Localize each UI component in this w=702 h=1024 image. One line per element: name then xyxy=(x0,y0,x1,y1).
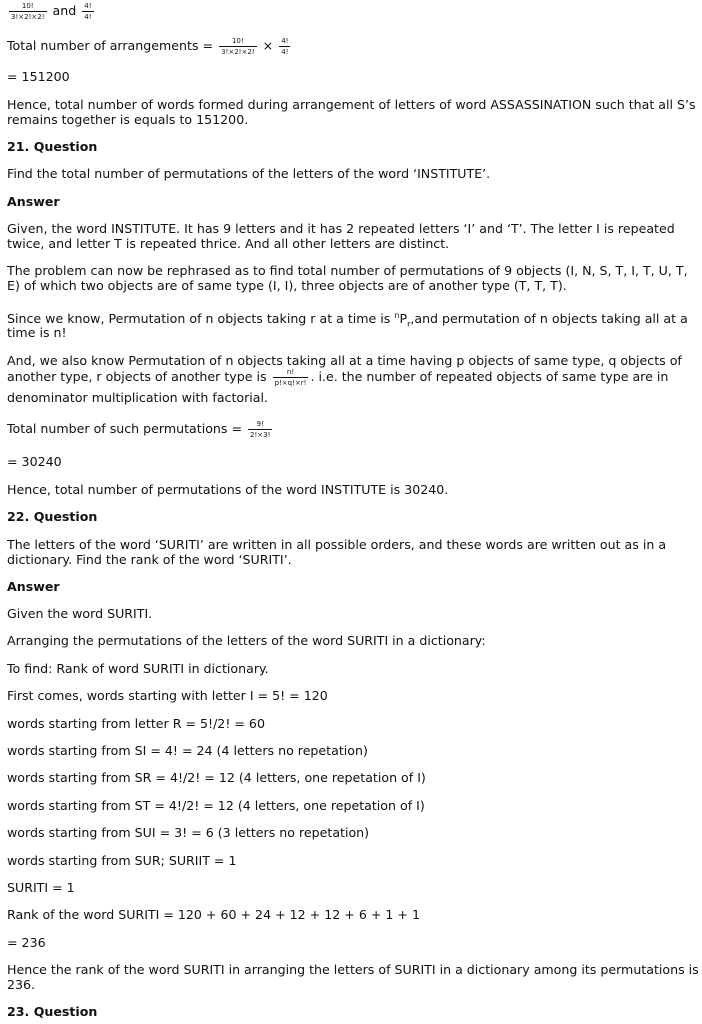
answer-line: Rank of the word SURITI = 120 + 60 + 24 + 12 + 12 + 6 + 1 + 1 xyxy=(7,907,420,922)
question-heading: 21. Question xyxy=(7,139,98,154)
answer-line: words starting from SR = 4!/2! = 12 (4 letters, one repetation of I) xyxy=(7,770,426,785)
paragraph-line: The problem can now be rephrased as to find total number of permutations of 9 objects (I, N, S, T, I, T, U, T, xyxy=(7,263,688,278)
paragraph-line: remains together is equals to 151200. xyxy=(7,112,249,127)
answer-line: Arranging the permutations of the letters of the word SURITI in a dictionary: xyxy=(7,633,486,648)
fraction: $\frac{n!}{p!\times q!\times r!}$ xyxy=(274,368,307,387)
answer-line: words starting from SI = 4! = 24 (4 letters no repetation) xyxy=(7,743,368,758)
answer-line: words starting from SUR; SURIIT = 1 xyxy=(7,853,237,868)
paragraph-line: denominator multiplication with factorial. xyxy=(7,390,269,405)
answer-line: words starting from SUI = 3! = 6 (3 letters no repetation) xyxy=(7,825,370,840)
question-text: The letters of the word ‘SURITI’ are written in all possible orders, and these words are written out as in a xyxy=(7,537,667,552)
paragraph-line: time is n! xyxy=(7,325,67,340)
paragraph-line: Hence, total number of words formed during arrangement of letters of word ASSASSINATION such that all S’s xyxy=(7,97,696,112)
paragraph-line: E) of which two objects are of same type (I, I), three objects are of another type (T, T, T). xyxy=(7,278,567,293)
answer-line: First comes, words starting with letter I = 5! = 120 xyxy=(7,688,328,703)
paragraph-line: Given, the word INSTITUTE. It has 9 letters and it has 2 repeated letters ‘I’ and ‘T’. The letter I is repeated xyxy=(7,221,675,236)
paragraph-line: 236. xyxy=(7,977,36,992)
question-text: dictionary. Find the rank of the word ‘SURITI’. xyxy=(7,552,292,567)
answer-line: = 236 xyxy=(7,935,46,950)
paragraph-line: Hence, total number of permutations of the word INSTITUTE is 30240. xyxy=(7,482,449,497)
top-fraction-line xyxy=(7,2,96,21)
fraction: $\frac{4!}{4!}$ xyxy=(281,37,289,56)
answer-line: SURITI = 1 xyxy=(7,880,75,895)
answer-heading: Answer xyxy=(7,194,60,209)
paragraph-line: Hence the rank of the word SURITI in arranging the letters of SURITI in a dictionary among its permutations is xyxy=(7,962,699,977)
total-permutations-line: Total number of such permutations = $\frac{9!}{2!\times 3!}$ xyxy=(7,420,271,439)
fraction: $\frac{4!}{4!}$ xyxy=(84,2,92,21)
result-line: = 151200 xyxy=(7,69,70,84)
fraction: $\frac{10!}{3!\times 2!\times 2!}$ xyxy=(11,2,45,21)
total-arrangements-line: Total number of arrangements = $\frac{10!}{3!\times 2!\times 2!}$ × $\frac{4!}{4!}$ xyxy=(7,37,289,56)
fraction: $\frac{10!}{3!\times 2!\times 2!}$ xyxy=(221,37,255,56)
paragraph-line: And, we also know Permutation of n objects taking all at a time having p objects of same type, q objects of xyxy=(7,353,682,368)
question-text: Find the total number of permutations of the letters of the word ‘INSTITUTE’. xyxy=(7,166,491,181)
answer-line: words starting from letter R = 5!/2! = 60 xyxy=(7,716,265,731)
fraction: $\frac{9!}{2!\times 3!}$ xyxy=(250,420,271,439)
answer-line: To find: Rank of word SURITI in dictionary. xyxy=(7,661,269,676)
question-heading: 22. Question xyxy=(7,509,98,524)
result-line: = 30240 xyxy=(7,454,62,469)
answer-line: words starting from ST = 4!/2! = 12 (4 letters, one repetation of I) xyxy=(7,798,425,813)
paragraph-line: another type, r objects of another type is $\frac{n!}{p!\times q!\times r!}$ . i.e. the number of repeated objects of same type are in xyxy=(7,368,669,387)
paragraph-line: twice, and letter T is repeated thrice. And all other letters are distinct. xyxy=(7,236,450,251)
and-text: and xyxy=(52,3,77,18)
answer-heading: Answer xyxy=(7,579,60,594)
question-heading: 23. Question xyxy=(7,1004,98,1019)
answer-line: Given the word SURITI. xyxy=(7,606,153,621)
paragraph-line: Since we know, Permutation of n objects taking r at a time is $^nP_r,and$ permutation of n objects taking all at a xyxy=(7,311,688,329)
